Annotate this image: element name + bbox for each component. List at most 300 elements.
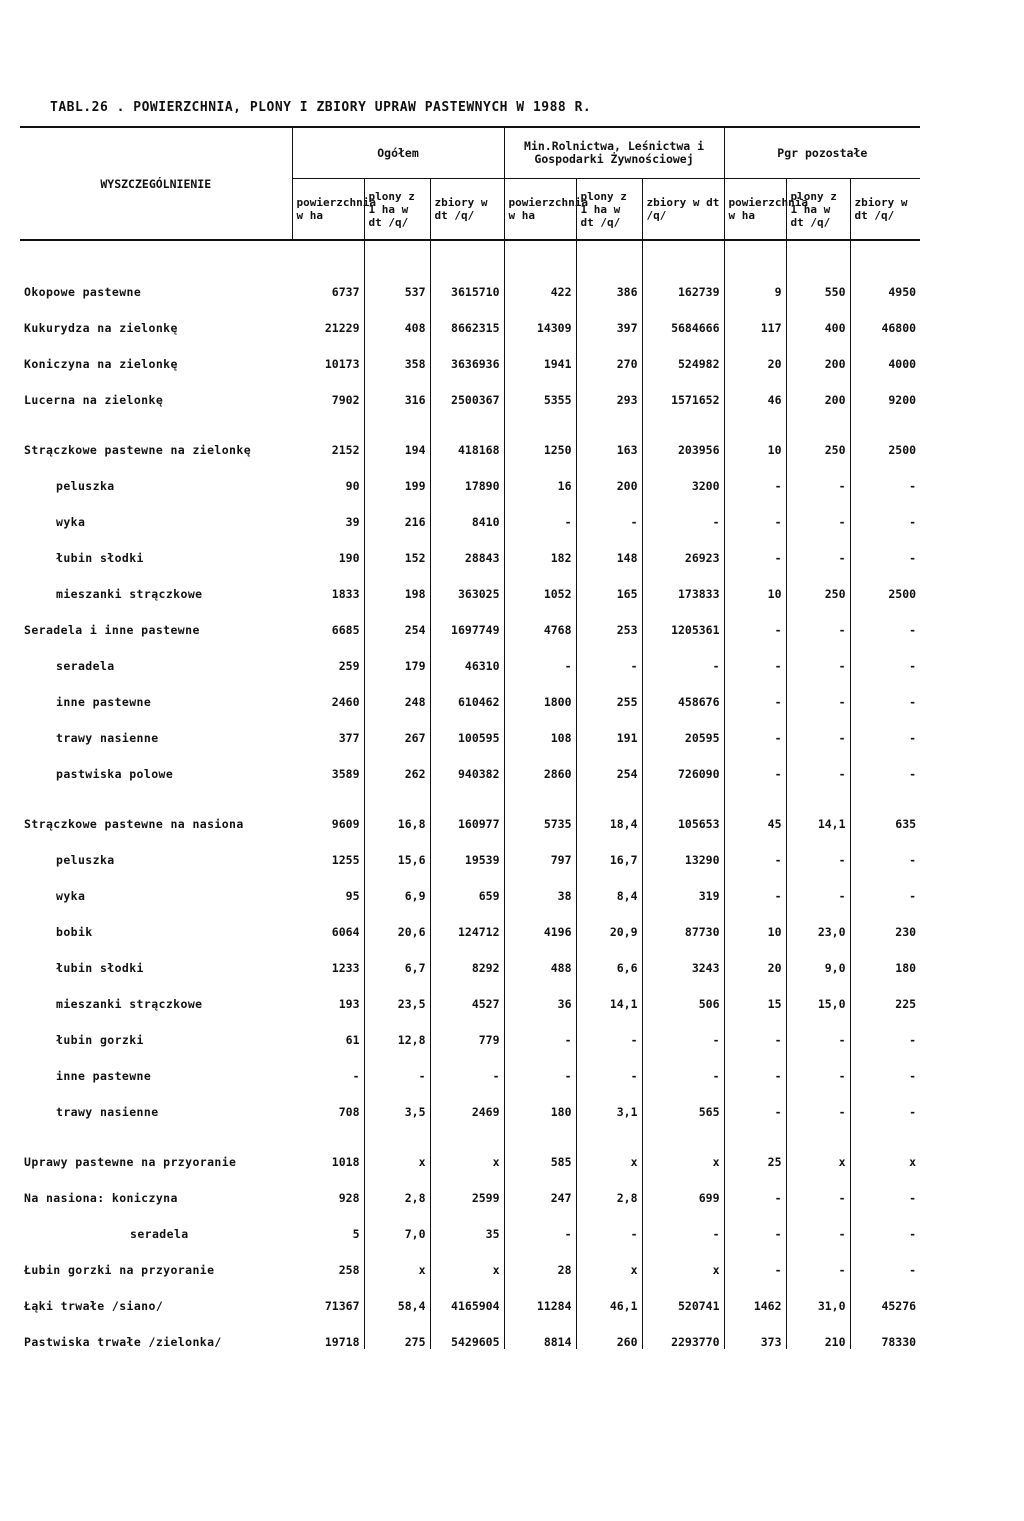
value-cell: 3589 bbox=[292, 745, 364, 781]
group-header-other: Pgr pozostałe bbox=[724, 128, 920, 179]
value-cell: 520741 bbox=[642, 1277, 724, 1313]
value-cell: 250 bbox=[786, 565, 850, 601]
value-cell: 15,0 bbox=[786, 975, 850, 1011]
group-header-ministry: Min.Rolnictwa, Leśnictwa i Gospodarki Żywnościowej bbox=[504, 128, 724, 179]
table-body bbox=[20, 240, 920, 1349]
value-cell: 635 bbox=[895, 817, 917, 831]
value-cell: 87730 bbox=[642, 903, 724, 939]
value-cell: 180 bbox=[504, 1083, 576, 1119]
group-header-total: Ogółem bbox=[292, 128, 504, 179]
value-cell: x bbox=[430, 1119, 504, 1169]
value-cell: - bbox=[909, 1105, 917, 1119]
value-cell: 38 bbox=[504, 867, 576, 903]
value-cell: 259 bbox=[292, 637, 364, 673]
table-row bbox=[20, 371, 920, 407]
value-cell: 14309 bbox=[504, 299, 576, 335]
value-cell: 6064 bbox=[292, 903, 364, 939]
value-cell: 1250 bbox=[504, 407, 576, 457]
value-cell: 260 bbox=[576, 1313, 642, 1349]
row-label: łubin słodki bbox=[56, 961, 144, 975]
value-cell: - bbox=[909, 731, 917, 745]
value-cell: 319 bbox=[642, 867, 724, 903]
value-cell: - bbox=[724, 867, 786, 903]
table-row bbox=[20, 1241, 920, 1277]
table-row bbox=[20, 493, 920, 529]
value-cell: - bbox=[724, 831, 786, 867]
value-cell: 488 bbox=[504, 939, 576, 975]
value-cell: 10 bbox=[724, 565, 786, 601]
value-cell: 1018 bbox=[292, 1119, 364, 1169]
value-cell: 5684666 bbox=[642, 299, 724, 335]
value-cell: 58,4 bbox=[364, 1277, 430, 1313]
value-cell: 1833 bbox=[292, 565, 364, 601]
value-cell: 9,0 bbox=[786, 939, 850, 975]
value-cell: 20 bbox=[724, 335, 786, 371]
value-cell: - bbox=[724, 529, 786, 565]
table-row bbox=[20, 781, 920, 831]
value-cell: 5735 bbox=[504, 781, 576, 831]
value-cell: 108 bbox=[504, 709, 576, 745]
value-cell: 1571652 bbox=[642, 371, 724, 407]
value-cell: 275 bbox=[364, 1313, 430, 1349]
value-cell: 659 bbox=[430, 867, 504, 903]
value-cell: - bbox=[724, 1169, 786, 1205]
row-label: Seradela i inne pastewne bbox=[24, 623, 200, 637]
value-cell: - bbox=[724, 637, 786, 673]
value-cell: 193 bbox=[292, 975, 364, 1011]
value-cell: 200 bbox=[786, 335, 850, 371]
value-cell: 610462 bbox=[430, 673, 504, 709]
value-cell: 253 bbox=[576, 601, 642, 637]
table-header bbox=[20, 128, 920, 240]
table-row bbox=[20, 457, 920, 493]
value-cell: 262 bbox=[364, 745, 430, 781]
value-cell: 400 bbox=[786, 299, 850, 335]
value-cell: 8410 bbox=[430, 493, 504, 529]
value-cell: 4196 bbox=[504, 903, 576, 939]
value-cell: 19539 bbox=[430, 831, 504, 867]
row-label: seradela bbox=[56, 659, 115, 673]
row-label: trawy nasienne bbox=[56, 1105, 159, 1119]
table-row bbox=[20, 903, 920, 939]
value-cell: 8,4 bbox=[576, 867, 642, 903]
value-cell: 194 bbox=[364, 407, 430, 457]
value-cell: - bbox=[786, 601, 850, 637]
value-cell: 230 bbox=[895, 925, 917, 939]
row-label: Pastwiska trwałe /zielonka/ bbox=[24, 1335, 222, 1349]
value-cell: 46 bbox=[724, 371, 786, 407]
value-cell: 148 bbox=[576, 529, 642, 565]
value-cell: 2460 bbox=[292, 673, 364, 709]
value-cell: - bbox=[504, 493, 576, 529]
value-cell: 17890 bbox=[430, 457, 504, 493]
value-cell: x bbox=[642, 1241, 724, 1277]
row-label: Lucerna na zielonkę bbox=[24, 393, 164, 407]
value-cell: 9 bbox=[724, 240, 786, 299]
row-label: wyka bbox=[56, 889, 86, 903]
row-label: Łąki trwałe /siano/ bbox=[24, 1299, 164, 1313]
value-cell: - bbox=[724, 493, 786, 529]
value-cell: 1800 bbox=[504, 673, 576, 709]
value-cell: - bbox=[724, 1047, 786, 1083]
value-cell: 198 bbox=[364, 565, 430, 601]
value-cell: 200 bbox=[576, 457, 642, 493]
value-cell: - bbox=[786, 457, 850, 493]
value-cell: - bbox=[576, 1047, 642, 1083]
value-cell: 7,0 bbox=[364, 1205, 430, 1241]
value-cell: 2293770 bbox=[642, 1313, 724, 1349]
row-label: inne pastewne bbox=[56, 695, 152, 709]
value-cell: - bbox=[786, 831, 850, 867]
table-row bbox=[20, 1169, 920, 1205]
value-cell: 45276 bbox=[881, 1299, 917, 1313]
value-cell: 7902 bbox=[292, 371, 364, 407]
value-cell: 2860 bbox=[504, 745, 576, 781]
value-cell: - bbox=[504, 1011, 576, 1047]
row-label: Łubin gorzki na przyoranie bbox=[24, 1263, 215, 1277]
value-cell: - bbox=[909, 623, 917, 637]
harvest-header: zbiory w dt /q/ bbox=[430, 179, 504, 241]
value-cell: - bbox=[909, 853, 917, 867]
value-cell: 26923 bbox=[642, 529, 724, 565]
value-cell: x bbox=[364, 1119, 430, 1169]
value-cell: - bbox=[724, 673, 786, 709]
value-cell: 35 bbox=[430, 1205, 504, 1241]
value-cell: - bbox=[786, 637, 850, 673]
value-cell: 124712 bbox=[430, 903, 504, 939]
table-row bbox=[20, 335, 920, 371]
value-cell: 191 bbox=[576, 709, 642, 745]
value-cell: 4768 bbox=[504, 601, 576, 637]
value-cell: 12,8 bbox=[364, 1011, 430, 1047]
table-row bbox=[20, 1047, 920, 1083]
value-cell: 8814 bbox=[504, 1313, 576, 1349]
value-cell: 199 bbox=[364, 457, 430, 493]
value-cell: 31,0 bbox=[786, 1277, 850, 1313]
value-cell: - bbox=[724, 1241, 786, 1277]
value-cell: - bbox=[724, 1083, 786, 1119]
value-cell: 23,0 bbox=[786, 903, 850, 939]
value-cell: 373 bbox=[724, 1313, 786, 1349]
row-label: Strączkowe pastewne na nasiona bbox=[24, 817, 244, 831]
value-cell: 2500367 bbox=[430, 371, 504, 407]
value-cell: - bbox=[504, 1205, 576, 1241]
value-cell: 203956 bbox=[642, 407, 724, 457]
value-cell: 270 bbox=[576, 335, 642, 371]
value-cell: 10173 bbox=[292, 335, 364, 371]
value-cell: 3200 bbox=[642, 457, 724, 493]
value-cell: 152 bbox=[364, 529, 430, 565]
value-cell: 23,5 bbox=[364, 975, 430, 1011]
table-row bbox=[20, 529, 920, 565]
row-label: mieszanki strączkowe bbox=[56, 997, 203, 1011]
value-cell: - bbox=[909, 479, 917, 493]
table-row bbox=[20, 1083, 920, 1119]
value-cell: - bbox=[786, 1205, 850, 1241]
yield-header: plony z 1 ha w dt /q/ bbox=[786, 179, 850, 241]
table-row bbox=[20, 637, 920, 673]
table-row bbox=[20, 831, 920, 867]
row-label: pastwiska polowe bbox=[56, 767, 174, 781]
value-cell: 16 bbox=[504, 457, 576, 493]
table-row bbox=[20, 745, 920, 781]
value-cell: - bbox=[724, 709, 786, 745]
value-cell: 5355 bbox=[504, 371, 576, 407]
table-row bbox=[20, 673, 920, 709]
table-row bbox=[20, 709, 920, 745]
value-cell: 39 bbox=[292, 493, 364, 529]
value-cell: 9200 bbox=[888, 393, 917, 407]
value-cell: 90 bbox=[292, 457, 364, 493]
table-title: TABL.26 . POWIERZCHNIA, PLONY I ZBIORY UPRAW PASTEWNYCH W 1988 R. bbox=[50, 100, 592, 115]
value-cell: - bbox=[364, 1047, 430, 1083]
value-cell: 13290 bbox=[642, 831, 724, 867]
value-cell: - bbox=[909, 695, 917, 709]
row-label: wyka bbox=[56, 515, 86, 529]
value-cell: 78330 bbox=[881, 1335, 917, 1349]
table-row bbox=[20, 1277, 920, 1313]
row-label: Kukurydza na zielonkę bbox=[24, 321, 178, 335]
value-cell: 1233 bbox=[292, 939, 364, 975]
value-cell: 779 bbox=[430, 1011, 504, 1047]
data-table bbox=[20, 128, 920, 1349]
area-header: powierzchnia w ha bbox=[504, 179, 576, 241]
value-cell: 524982 bbox=[642, 335, 724, 371]
value-cell: 2500 bbox=[888, 443, 917, 457]
value-cell: x bbox=[430, 1241, 504, 1277]
value-cell: - bbox=[642, 1011, 724, 1047]
value-cell: 20 bbox=[724, 939, 786, 975]
value-cell: 18,4 bbox=[576, 781, 642, 831]
value-cell: 5 bbox=[292, 1205, 364, 1241]
value-cell: - bbox=[909, 767, 917, 781]
value-cell: 21229 bbox=[292, 299, 364, 335]
value-cell: 46310 bbox=[430, 637, 504, 673]
value-cell: 6737 bbox=[292, 240, 364, 299]
table-row bbox=[20, 939, 920, 975]
table-row bbox=[20, 1119, 920, 1169]
value-cell: 10 bbox=[724, 903, 786, 939]
value-cell: - bbox=[724, 601, 786, 637]
value-cell: - bbox=[909, 1069, 917, 1083]
value-cell: - bbox=[909, 551, 917, 565]
value-cell: - bbox=[786, 1047, 850, 1083]
value-cell: 377 bbox=[292, 709, 364, 745]
value-cell: 160977 bbox=[430, 781, 504, 831]
value-cell: 422 bbox=[504, 240, 576, 299]
value-cell: 71367 bbox=[292, 1277, 364, 1313]
value-cell: 363025 bbox=[430, 565, 504, 601]
value-cell: - bbox=[909, 515, 917, 529]
value-cell: 180 bbox=[895, 961, 917, 975]
table-row bbox=[20, 601, 920, 637]
value-cell: - bbox=[786, 529, 850, 565]
value-cell: 15,6 bbox=[364, 831, 430, 867]
value-cell: 2500 bbox=[888, 587, 917, 601]
value-cell: - bbox=[909, 889, 917, 903]
value-cell: 2152 bbox=[292, 407, 364, 457]
value-cell: 254 bbox=[364, 601, 430, 637]
row-label: mieszanki strączkowe bbox=[56, 587, 203, 601]
row-label: inne pastewne bbox=[56, 1069, 152, 1083]
value-cell: 708 bbox=[292, 1083, 364, 1119]
value-cell: 5429605 bbox=[430, 1313, 504, 1349]
area-header: powierzchnia w ha bbox=[292, 179, 364, 241]
value-cell: - bbox=[576, 493, 642, 529]
value-cell: 537 bbox=[364, 240, 430, 299]
value-cell: 6685 bbox=[292, 601, 364, 637]
value-cell: 2599 bbox=[430, 1169, 504, 1205]
row-label: Okopowe pastewne bbox=[24, 285, 142, 299]
table-row bbox=[20, 407, 920, 457]
value-cell: 358 bbox=[364, 335, 430, 371]
value-cell: 565 bbox=[642, 1083, 724, 1119]
area-header: powierzchnia w ha bbox=[724, 179, 786, 241]
value-cell: 258 bbox=[292, 1241, 364, 1277]
value-cell: 699 bbox=[642, 1169, 724, 1205]
value-cell: 797 bbox=[504, 831, 576, 867]
value-cell: 255 bbox=[576, 673, 642, 709]
value-cell: - bbox=[576, 637, 642, 673]
value-cell: 386 bbox=[576, 240, 642, 299]
value-cell: 200 bbox=[786, 371, 850, 407]
value-cell: 267 bbox=[364, 709, 430, 745]
value-cell: 247 bbox=[504, 1169, 576, 1205]
row-label: peluszka bbox=[56, 479, 115, 493]
value-cell: 8292 bbox=[430, 939, 504, 975]
value-cell: 316 bbox=[364, 371, 430, 407]
value-cell: - bbox=[786, 867, 850, 903]
value-cell: 408 bbox=[364, 299, 430, 335]
value-cell: 1255 bbox=[292, 831, 364, 867]
row-label: bobik bbox=[56, 925, 93, 939]
value-cell: - bbox=[909, 1227, 917, 1241]
value-cell: - bbox=[504, 637, 576, 673]
value-cell: 28 bbox=[504, 1241, 576, 1277]
value-cell: 6,9 bbox=[364, 867, 430, 903]
value-cell: - bbox=[504, 1047, 576, 1083]
value-cell: - bbox=[576, 1205, 642, 1241]
value-cell: 3615710 bbox=[430, 240, 504, 299]
value-cell: - bbox=[786, 745, 850, 781]
value-cell: 550 bbox=[786, 240, 850, 299]
value-cell: x bbox=[576, 1241, 642, 1277]
value-cell: 506 bbox=[642, 975, 724, 1011]
value-cell: - bbox=[724, 745, 786, 781]
value-cell: 1462 bbox=[724, 1277, 786, 1313]
value-cell: x bbox=[576, 1119, 642, 1169]
value-cell: 1052 bbox=[504, 565, 576, 601]
value-cell: 6,6 bbox=[576, 939, 642, 975]
row-label: peluszka bbox=[56, 853, 115, 867]
value-cell: 100595 bbox=[430, 709, 504, 745]
value-cell: - bbox=[430, 1047, 504, 1083]
value-cell: 2,8 bbox=[576, 1169, 642, 1205]
value-cell: 16,7 bbox=[576, 831, 642, 867]
value-cell: - bbox=[786, 709, 850, 745]
value-cell: 15 bbox=[724, 975, 786, 1011]
value-cell: 4950 bbox=[888, 285, 917, 299]
value-cell: - bbox=[642, 637, 724, 673]
value-cell: 2,8 bbox=[364, 1169, 430, 1205]
yield-header: plony z 1 ha w dt /q/ bbox=[364, 179, 430, 241]
value-cell: - bbox=[909, 1263, 917, 1277]
value-cell: 190 bbox=[292, 529, 364, 565]
row-label: Na nasiona: koniczyna bbox=[24, 1191, 178, 1205]
value-cell: 3636936 bbox=[430, 335, 504, 371]
value-cell: 14,1 bbox=[786, 781, 850, 831]
value-cell: 95 bbox=[292, 867, 364, 903]
table-row bbox=[20, 1011, 920, 1047]
value-cell: 3243 bbox=[642, 939, 724, 975]
value-cell: 248 bbox=[364, 673, 430, 709]
row-label: łubin gorzki bbox=[56, 1033, 144, 1047]
value-cell: 940382 bbox=[430, 745, 504, 781]
value-cell: - bbox=[724, 1205, 786, 1241]
value-cell: 4165904 bbox=[430, 1277, 504, 1313]
value-cell: - bbox=[786, 1241, 850, 1277]
value-cell: 726090 bbox=[642, 745, 724, 781]
table-row bbox=[20, 565, 920, 601]
value-cell: 20595 bbox=[642, 709, 724, 745]
value-cell: 20,6 bbox=[364, 903, 430, 939]
value-cell: 28843 bbox=[430, 529, 504, 565]
value-cell: 61 bbox=[292, 1011, 364, 1047]
row-label: Strączkowe pastewne na zielonkę bbox=[24, 443, 252, 457]
value-cell: x bbox=[642, 1119, 724, 1169]
value-cell: 225 bbox=[895, 997, 917, 1011]
value-cell: 397 bbox=[576, 299, 642, 335]
yield-header: plony z 1 ha w dt /q/ bbox=[576, 179, 642, 241]
value-cell: x bbox=[364, 1241, 430, 1277]
value-cell: - bbox=[786, 1083, 850, 1119]
value-cell: 1697749 bbox=[430, 601, 504, 637]
table-row bbox=[20, 299, 920, 335]
value-cell: 210 bbox=[786, 1313, 850, 1349]
row-label: trawy nasienne bbox=[56, 731, 159, 745]
value-cell: 216 bbox=[364, 493, 430, 529]
value-cell: 117 bbox=[724, 299, 786, 335]
row-label: Uprawy pastewne na przyoranie bbox=[24, 1155, 237, 1169]
value-cell: 9609 bbox=[292, 781, 364, 831]
stub-header: WYSZCZEGÓLNIENIE bbox=[20, 128, 292, 240]
table-row bbox=[20, 240, 920, 299]
harvest-header: zbiory w dt /q/ bbox=[642, 179, 724, 241]
value-cell: 6,7 bbox=[364, 939, 430, 975]
harvest-header: zbiory w dt /q/ bbox=[850, 179, 920, 241]
value-cell: 254 bbox=[576, 745, 642, 781]
value-cell: 928 bbox=[292, 1169, 364, 1205]
value-cell: 165 bbox=[576, 565, 642, 601]
value-cell: - bbox=[786, 1011, 850, 1047]
value-cell: - bbox=[909, 659, 917, 673]
value-cell: 458676 bbox=[642, 673, 724, 709]
value-cell: - bbox=[786, 673, 850, 709]
value-cell: 162739 bbox=[642, 240, 724, 299]
value-cell: 293 bbox=[576, 371, 642, 407]
value-cell: 36 bbox=[504, 975, 576, 1011]
table-row bbox=[20, 867, 920, 903]
value-cell: 11284 bbox=[504, 1277, 576, 1313]
value-cell: 179 bbox=[364, 637, 430, 673]
value-cell: 14,1 bbox=[576, 975, 642, 1011]
value-cell: - bbox=[724, 1011, 786, 1047]
value-cell: - bbox=[576, 1011, 642, 1047]
value-cell: 173833 bbox=[642, 565, 724, 601]
value-cell: - bbox=[786, 1169, 850, 1205]
value-cell: 16,8 bbox=[364, 781, 430, 831]
value-cell: - bbox=[724, 457, 786, 493]
